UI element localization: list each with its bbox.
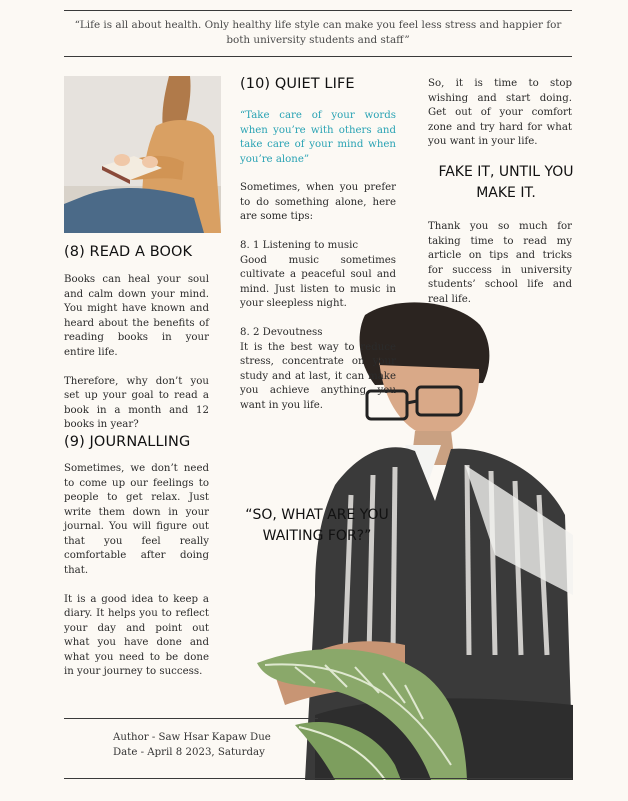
tip-music-body: Good music sometimes cultivate a peaceful soul and mind. Just listen to music in your sleepless night. bbox=[240, 254, 396, 309]
tip-music-title: 8. 1 Listening to music bbox=[240, 240, 359, 251]
closing-intro: So, it is time to stop wishing and start doing. Get out of your comfort zone and try hard for what you want in your life. bbox=[428, 78, 572, 147]
tip-devoutness-body: It is the best way to reduce stress, concentrate on your study and at last, it can make you achieve anything you want in you life. bbox=[240, 341, 396, 411]
quiet-life-body bbox=[240, 181, 396, 413]
quiet-life-heading: (10) QUIET LIFE bbox=[240, 76, 355, 92]
waiting-for-callout: “SO, WHAT ARE YOU WAITING FOR?” bbox=[245, 507, 389, 544]
bottom-rule bbox=[64, 778, 572, 779]
journalling-heading: (9) JOURNALLING bbox=[64, 434, 191, 450]
header-bottom-rule bbox=[64, 56, 572, 57]
journalling-body bbox=[64, 462, 209, 680]
quiet-life-quote: “Take care of your words when you’re with others and take care of your mind when you’re alone” bbox=[240, 110, 396, 165]
read-book-body bbox=[64, 273, 209, 433]
tip-devoutness-title: 8. 2 Devoutness bbox=[240, 327, 323, 338]
reading-woman-photo bbox=[64, 76, 221, 233]
quiet-life-intro: Sometimes, when you prefer to do something alone, here are some tips: bbox=[240, 182, 396, 222]
header-quote: “Life is all about health. Only healthy life style can make you feel less stress and happier for both university students and staff” bbox=[74, 19, 562, 46]
footer-divider bbox=[64, 718, 318, 719]
author-line: Author - Saw Hsar Kapaw Due bbox=[113, 732, 271, 743]
closing-thanks: Thank you so much for taking time to read my article on tips and tricks for success in university students’ school life and real life. bbox=[428, 221, 572, 305]
read-book-paragraph: Books can heal your soul and calm down your mind. You might have known and heard about the benefits of reading books in your entire life. bbox=[64, 274, 209, 358]
top-rule bbox=[64, 10, 572, 11]
author-block bbox=[113, 730, 271, 760]
read-book-paragraph: Therefore, why don’t you set up your goal to read a book in a month and 12 books in year? bbox=[64, 375, 209, 430]
read-book-heading: (8) READ A BOOK bbox=[64, 244, 193, 260]
journalling-paragraph: It is a good idea to keep a diary. It helps you to reflect your day and point out what you have done and what you need to be done in your journey to success. bbox=[64, 593, 209, 677]
date-line: Date - April 8 2023, Saturday bbox=[113, 747, 265, 758]
fake-it-heading: FAKE IT, UNTIL YOU MAKE IT. bbox=[438, 164, 574, 201]
journalling-paragraph: Sometimes, we don’t need to come up our feelings to people to get relax. Just write them down in your journal. You will figure out that you feel really comfortable after doing that. bbox=[64, 463, 209, 576]
